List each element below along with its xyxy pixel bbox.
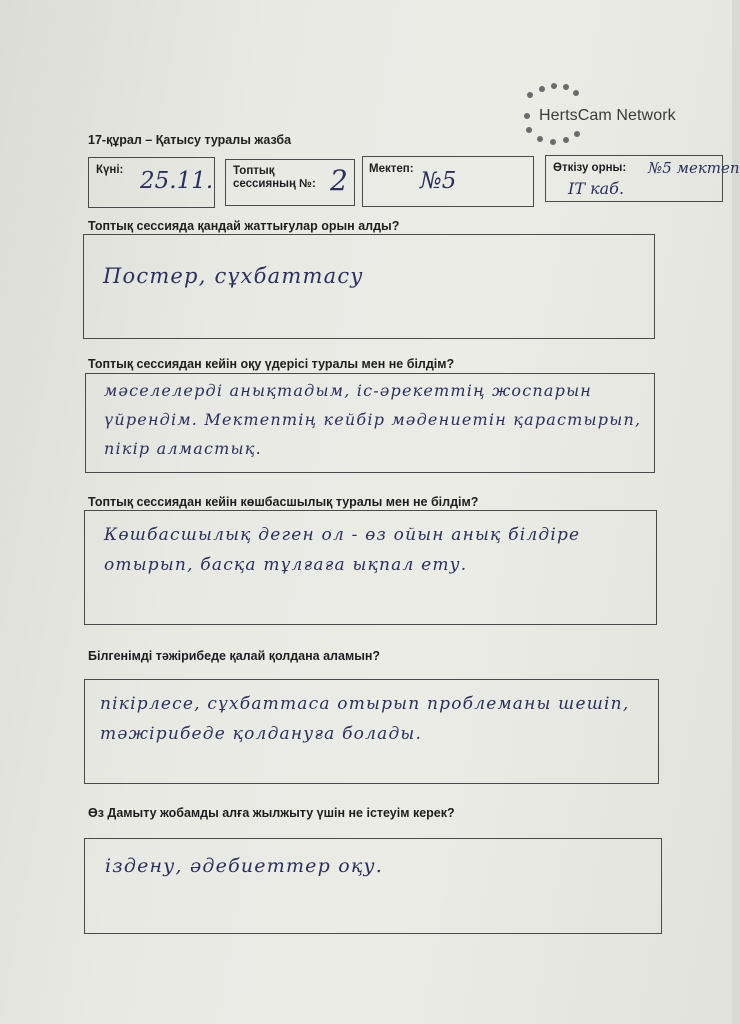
answer-3: Көшбасшылық деген ол - өз ойын анық білдіре отырып, басқа тұлғаға ықпал ету. (104, 525, 581, 575)
question-4: Білгенімді тәжірибеде қалай қолдана аламын? (88, 649, 381, 663)
answer-2: мәселелерді анықтадым, іс-әрекеттің жоспарын үйрендім. Мектептің кейбір мәдениетін қарастырып, пікір алмастық. (104, 381, 642, 458)
logo-text: HertsCam Network (539, 107, 676, 124)
document-title: 17-құрал – Қатысу туралы жазба (88, 133, 292, 147)
answer-5: іздену, әдебиеттер оқу. (105, 855, 384, 877)
question-3: Топтық сессиядан кейін көшбасшылық туралы мен не білдім? (88, 495, 479, 509)
venue-label: Өткізу орны: (553, 162, 627, 174)
date-value: 25.11. (140, 168, 214, 194)
school-label: Мектеп: (369, 163, 414, 175)
question-1: Топтық сессияда қандай жаттығулар орын алды? (88, 219, 400, 233)
school-value: №5 (420, 168, 457, 194)
answer-1: Постер, сұхбаттасу (103, 264, 364, 288)
session-value: 2 (330, 164, 348, 197)
venue-value-line1: №5 мектеп (648, 159, 740, 177)
question-2: Топтық сессиядан кейін оқу үдерісі туралы мен не білдім? (88, 357, 455, 371)
question-5: Өз Дамыту жобамды алға жылжыту үшін не істеуім керек? (88, 806, 455, 820)
answer-4: пікірлесе, сұхбаттаса отырып проблеманы шешіп, тәжірибеде қолдануға болады. (100, 694, 630, 744)
venue-value-line2: ІТ каб. (568, 179, 625, 198)
session-label: Топтық сессияның №: (233, 165, 316, 190)
date-label: Күні: (96, 164, 124, 176)
